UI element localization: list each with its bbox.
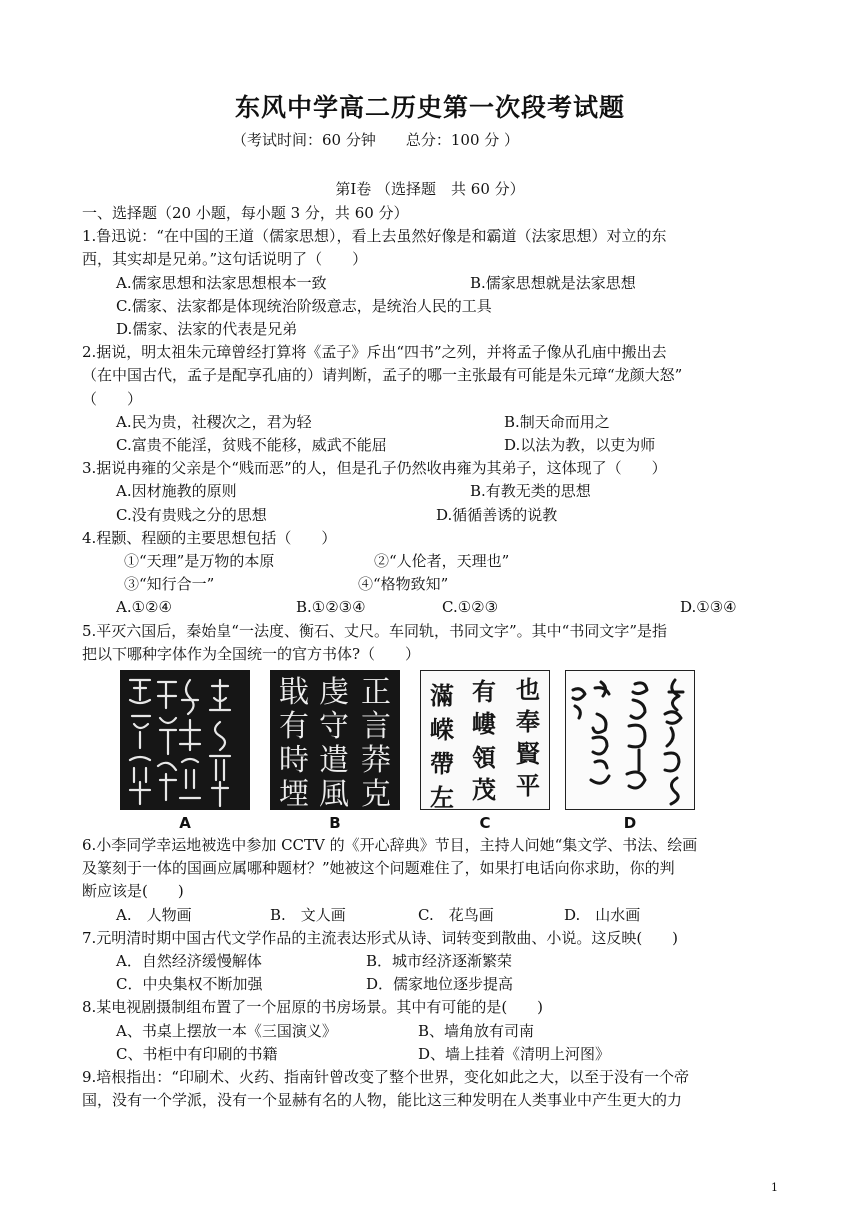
exam-info: （考试时间：60 分钟 总分：100 分 ） <box>232 131 520 149</box>
option[interactable]: D.①③④ <box>680 598 737 617</box>
question-stem: 国，没有一个学派，没有一个显赫有名的人物，能比这三种发明在人类事业中产生更大的力 <box>82 1091 683 1110</box>
statement: ③“知行合一” <box>124 575 215 594</box>
question-5 <box>82 620 782 834</box>
question-stem: 8.某电视剧摄制组布置了一个屈原的书房场景。其中有可能的是( ) <box>82 998 544 1017</box>
option[interactable]: B.儒家思想就是法家思想 <box>470 273 636 292</box>
panel-b-char: 時 <box>279 743 309 779</box>
figure-label-a: A <box>179 814 191 833</box>
panel-c-char: 茂 <box>472 775 496 805</box>
panel-c-char: 嵘 <box>430 715 454 745</box>
question-4 <box>82 527 782 620</box>
question-stem: 及篆刻于一体的国画应属哪种题材？”她被这个问题难住了，如果打电话向你求助，你的判 <box>82 859 675 878</box>
panel-b-char: 守 <box>319 709 349 745</box>
option[interactable]: D. 山水画 <box>564 905 641 924</box>
section-heading: 一、选择题（20 小题，每小题 3 分，共 60 分） <box>82 204 409 222</box>
question-9 <box>82 1066 782 1112</box>
question-7 <box>82 927 782 997</box>
statement: ②“人伦者，天理也” <box>374 552 510 571</box>
panel-c-char: 賢 <box>516 739 540 769</box>
option[interactable]: B. 文人画 <box>270 905 346 924</box>
regular-script-image[interactable] <box>420 670 550 810</box>
option[interactable]: D．儒家地位逐步提高 <box>366 975 514 994</box>
panel-b-char: 有 <box>279 709 309 745</box>
panel-b-characters <box>279 675 391 810</box>
option[interactable]: A.儒家思想和法家思想根本一致 <box>116 273 327 292</box>
figure-label-b: B <box>329 814 341 833</box>
question-stem: 1.鲁迅说：“在中国的王道（儒家思想），看上去虽然好像是和霸道（法家思想）对立的东 <box>82 227 667 246</box>
option[interactable]: D、墙上挂着《清明上河图》 <box>418 1044 611 1063</box>
question-stem: 西，其实却是兄弟。”这句话说明了（ ） <box>82 250 368 269</box>
part-heading: 第Ⅰ卷 （选择题 共 60 分） <box>335 180 525 198</box>
panel-c-characters <box>430 675 542 810</box>
option[interactable]: C．中央集权不断加强 <box>116 975 263 994</box>
statement: ①“天理”是万物的本原 <box>124 552 275 571</box>
panel-c-char: 領 <box>472 743 496 773</box>
calligraphy-figure <box>82 666 782 834</box>
panel-b-char: 遣 <box>319 743 349 779</box>
question-stem: 4.程颢、程颐的主要思想包括（ ） <box>82 528 337 547</box>
seal-script-image[interactable] <box>120 670 250 810</box>
option[interactable]: A.民为贵，社稷次之，君为轻 <box>116 412 312 431</box>
option[interactable]: D.循循善诱的说教 <box>436 505 558 524</box>
option[interactable]: B.①②③④ <box>296 598 366 617</box>
figure-label-c: C <box>479 814 491 833</box>
page-number: 1 <box>771 1181 778 1194</box>
question-stem: 3.据说冉雍的父亲是个“贱而恶”的人，但是孔子仍然收冉雍为其弟子，这体现了（ ） <box>82 459 667 478</box>
option[interactable]: C.①②③ <box>442 598 499 617</box>
question-stem: 5.平灭六国后，秦始皇“一法度、衡石、丈尺。车同轨，书同文字”。其中“书同文字”是指 <box>82 621 667 640</box>
panel-c-char: 有 <box>472 677 496 707</box>
statement: ④“格物致知” <box>358 575 449 594</box>
question-2 <box>82 341 782 457</box>
option[interactable]: C.没有贵贱之分的思想 <box>116 505 267 524</box>
figure-label-d: D <box>623 814 637 833</box>
panel-c-char: 也 <box>516 675 540 705</box>
question-stem: 断应该是( ) <box>82 882 184 901</box>
panel-b-char: 莽 <box>361 743 391 779</box>
question-stem: 7.元明清时期中国古代文学作品的主流表达形式从诗、词转变到散曲、小说。这反映( ) <box>82 928 679 947</box>
question-stem: 9.培根指出：“印刷术、火药、指南针曾改变了整个世界，变化如此之大，以至于没有一个帝 <box>82 1068 689 1087</box>
question-stem: 6.小李同学幸运地被选中参加 CCTV 的《开心辞典》节目，主持人问她“集文学、书法、绘画 <box>82 836 698 855</box>
option[interactable]: C.富贵不能淫，贫贱不能移，威武不能屈 <box>116 436 387 455</box>
panel-c-char: 滿 <box>430 681 454 711</box>
option[interactable]: D.儒家、法家的代表是兄弟 <box>116 320 298 339</box>
panel-c-char: 左 <box>430 783 454 811</box>
panel-c-char: 奉 <box>516 707 540 737</box>
panel-b-char: 堙 <box>279 777 309 811</box>
question-1 <box>82 225 782 341</box>
option[interactable]: A.因材施教的原则 <box>116 482 237 501</box>
page-title: 东风中学高二历史第一次段考试题 <box>234 93 625 122</box>
option[interactable]: B.有教无类的思想 <box>470 482 591 501</box>
option[interactable]: D.以法为教，以吏为师 <box>504 436 656 455</box>
question-8 <box>82 996 782 1066</box>
option[interactable]: A.①②④ <box>116 598 172 617</box>
option[interactable]: A．自然经济缓慢解体 <box>116 952 262 971</box>
question-stem: 2.据说，明太祖朱元璋曾经打算将《孟子》斥出“四书”之列，并将孟子像从孔庙中搬出去 <box>82 343 667 362</box>
panel-c-char: 嶁 <box>472 709 496 739</box>
option[interactable]: B．城市经济逐渐繁荣 <box>366 952 513 971</box>
panel-b-char: 正 <box>361 675 391 711</box>
option[interactable]: B.制天命而用之 <box>504 412 610 431</box>
option[interactable]: B、墙角放有司南 <box>418 1021 535 1040</box>
option[interactable]: C. 花鸟画 <box>418 905 494 924</box>
option[interactable]: A、书桌上摆放一本《三国演义》 <box>116 1021 337 1040</box>
panel-b-char: 虔 <box>319 675 349 711</box>
panel-b-char: 言 <box>361 709 391 745</box>
question-6 <box>82 834 782 927</box>
panel-c-char: 帶 <box>430 749 454 779</box>
option[interactable]: C.儒家、法家都是体现统治阶级意志，是统治人民的工具 <box>116 296 492 315</box>
question-stem: （ ） <box>82 389 143 408</box>
panel-b-char: 風 <box>319 777 349 811</box>
question-list <box>82 202 782 1113</box>
clerical-script-image[interactable] <box>270 670 400 810</box>
panel-b-char: 克 <box>361 777 391 811</box>
cursive-script-image[interactable] <box>565 670 695 810</box>
option[interactable]: A. 人物画 <box>116 905 192 924</box>
panel-b-char: 戢 <box>279 675 309 711</box>
question-3 <box>82 457 782 527</box>
panel-c-char: 平 <box>516 771 540 801</box>
option[interactable]: C、书柜中有印刷的书籍 <box>116 1044 278 1063</box>
question-stem: 把以下哪种字体作为全国统一的官方书体?（ ） <box>82 644 421 663</box>
question-stem: （在中国古代，孟子是配享孔庙的）请判断，孟子的哪一主张最有可能是朱元璋“龙颜大怒” <box>82 366 683 385</box>
